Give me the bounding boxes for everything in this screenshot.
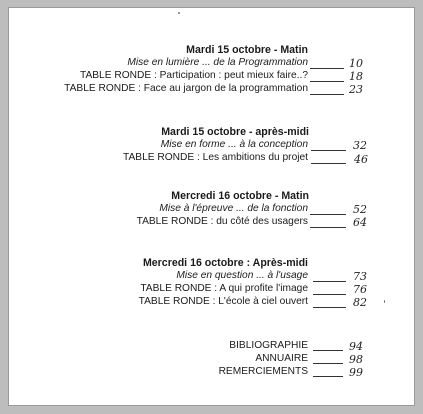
page-number: 82 [353,296,367,309]
toc-entry-title: Mise en question ... à l'usage [176,270,308,281]
toc-entry-title: TABLE RONDE : Les ambitions du projet [123,152,308,163]
leader-line [313,307,346,308]
section-heading: Mardi 15 octobre - après-midi [161,126,309,138]
page-number: 18 [349,70,363,83]
page-number: 10 [349,57,363,70]
page-number: 46 [354,153,368,166]
toc-entry-title: TABLE RONDE : A qui profite l'image [140,283,308,294]
toc-entry-title: TABLE RONDE : Participation : peut mieux faire..? [80,70,308,81]
section-heading: Mercredi 16 octobre - Matin [171,190,309,202]
leader-line [313,350,343,351]
scan-speck [384,300,385,303]
leader-line [313,281,346,282]
page-number: 94 [349,340,363,353]
toc-entry-title: TABLE RONDE : du côté des usagers [136,216,308,227]
toc-entry-title: TABLE RONDE : L'école à ciel ouvert [138,296,308,307]
leader-line [313,376,343,377]
leader-line [310,81,344,82]
toc-entry-title: ANNUAIRE [255,353,308,364]
scan-speck [178,12,180,14]
page-number: 23 [349,83,363,96]
leader-line [310,214,346,215]
leader-line [310,227,346,228]
section-heading: Mardi 15 octobre - Matin [186,44,308,56]
toc-entry-title: Mise à l'épreuve ... de la fonction [159,203,308,214]
leader-line [311,163,346,164]
toc-entry-title: REMERCIEMENTS [218,366,308,377]
leader-line [310,94,344,95]
document-page [8,7,415,406]
page-number: 73 [353,270,367,283]
toc-entry-title: BIBLIOGRAPHIE [229,340,308,351]
page-number: 64 [353,216,367,229]
page-number: 32 [353,139,367,152]
section-heading: Mercredi 16 octobre : Après-midi [142,257,308,269]
toc-entry-title: Mise en forme ... à la conception [160,139,308,150]
page-number: 99 [349,366,363,379]
leader-line [313,294,346,295]
toc-entry-title: TABLE RONDE : Face au jargon de la programmation [64,83,308,94]
page-number: 76 [353,283,367,296]
leader-line [310,68,344,69]
page-number: 52 [353,203,367,216]
leader-line [313,363,343,364]
page-number: 98 [349,353,363,366]
leader-line [311,150,346,151]
toc-entry-title: Mise en lumière ... de la Programmation [127,57,308,68]
